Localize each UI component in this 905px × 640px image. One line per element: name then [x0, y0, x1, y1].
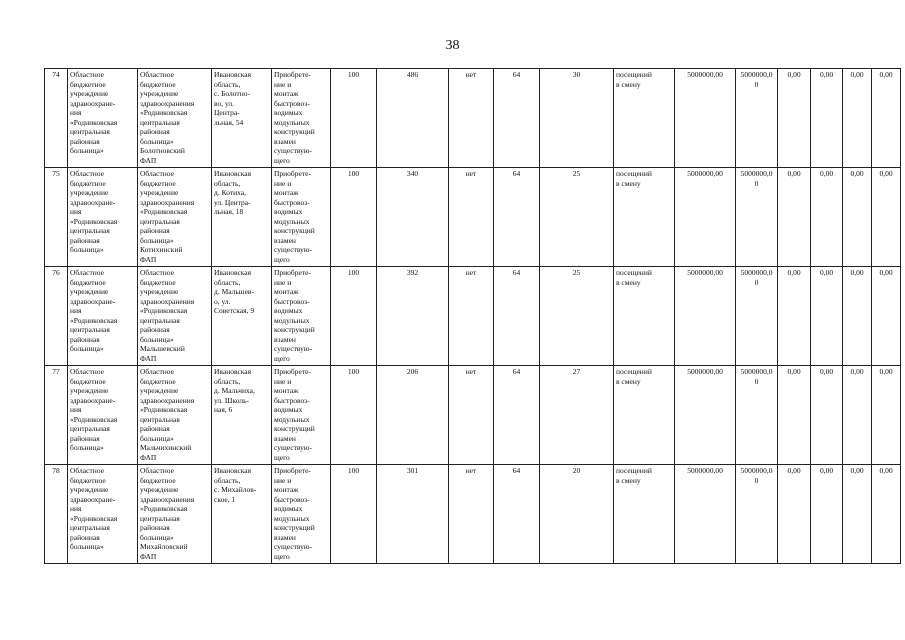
- value-cell: нет: [449, 366, 494, 465]
- amount-cell: 5000000,00: [675, 267, 736, 366]
- amount-cell: 0,00: [811, 366, 843, 465]
- amount-cell: 0,00: [872, 366, 901, 465]
- amount-cell: 0,00: [811, 465, 843, 564]
- amount-cell: 5000000,00: [675, 366, 736, 465]
- amount-cell: 0,00: [778, 465, 811, 564]
- row-number: 77: [45, 366, 68, 465]
- amount-cell: 0,00: [843, 366, 872, 465]
- work-type-cell: Приобрете- ние и монтаж быстровоз- водимых модульных конструкций взамен существую- щего: [272, 69, 331, 168]
- amount-cell: 0,00: [811, 69, 843, 168]
- table-body: [45, 69, 901, 564]
- value-cell: 64: [494, 267, 540, 366]
- amount-cell: 0,00: [778, 168, 811, 267]
- amount-cell: 5000000,0 0: [736, 465, 778, 564]
- institution-cell: Областное бюджетное учреждение здравоохране- ния «Родниковская центральная районная больница»: [68, 465, 138, 564]
- value-cell: 206: [377, 366, 449, 465]
- address-cell: Ивановская область, д. Мальшев- о, ул. Советская, 9: [212, 267, 272, 366]
- value-cell: 100: [331, 366, 377, 465]
- row-number: 78: [45, 465, 68, 564]
- value-cell: 301: [377, 465, 449, 564]
- institution-cell: Областное бюджетное учреждение здравоохране- ния «Родниковская центральная районная больница»: [68, 168, 138, 267]
- program-table: [44, 68, 901, 564]
- page-number: 38: [445, 38, 460, 53]
- amount-cell: 0,00: [872, 465, 901, 564]
- value-cell: 486: [377, 69, 449, 168]
- value-cell: нет: [449, 168, 494, 267]
- institution-cell: Областное бюджетное учреждение здравоохране- ния «Родниковская центральная районная больница»: [68, 267, 138, 366]
- value-cell: 100: [331, 267, 377, 366]
- facility-cell: Областное бюджетное учреждение здравоохранения «Родниковская центральная районная больница» Мальчихинский ФАП: [138, 366, 212, 465]
- amount-cell: 5000000,00: [675, 168, 736, 267]
- amount-cell: 0,00: [811, 168, 843, 267]
- work-type-cell: Приобрете- ние и монтаж быстровоз- водимых модульных конструкций взамен существую- щего: [272, 366, 331, 465]
- work-type-cell: Приобрете- ние и монтаж быстровоз- водимых модульных конструкций взамен существую- щего: [272, 267, 331, 366]
- table-row: [45, 465, 901, 564]
- amount-cell: 5000000,0 0: [736, 69, 778, 168]
- value-cell: нет: [449, 267, 494, 366]
- value-cell: 25: [540, 267, 614, 366]
- value-cell: 392: [377, 267, 449, 366]
- unit-cell: посещений в смену: [614, 69, 675, 168]
- table-row: [45, 168, 901, 267]
- value-cell: нет: [449, 465, 494, 564]
- facility-cell: Областное бюджетное учреждение здравоохранения «Родниковская центральная районная больница» Котихинский ФАП: [138, 168, 212, 267]
- unit-cell: посещений в смену: [614, 366, 675, 465]
- value-cell: 20: [540, 465, 614, 564]
- amount-cell: 0,00: [778, 366, 811, 465]
- unit-cell: посещений в смену: [614, 267, 675, 366]
- amount-cell: 5000000,0 0: [736, 366, 778, 465]
- amount-cell: 5000000,00: [675, 69, 736, 168]
- amount-cell: 5000000,0 0: [736, 267, 778, 366]
- facility-cell: Областное бюджетное учреждение здравоохранения «Родниковская центральная районная больница» Болотновский ФАП: [138, 69, 212, 168]
- value-cell: 100: [331, 465, 377, 564]
- address-cell: Ивановская область, с. Михайлов- ское, 1: [212, 465, 272, 564]
- amount-cell: 0,00: [872, 168, 901, 267]
- amount-cell: 0,00: [843, 168, 872, 267]
- amount-cell: 5000000,00: [675, 465, 736, 564]
- work-type-cell: Приобрете- ние и монтаж быстровоз- водимых модульных конструкций взамен существую- щего: [272, 465, 331, 564]
- value-cell: 340: [377, 168, 449, 267]
- amount-cell: 0,00: [811, 267, 843, 366]
- amount-cell: 0,00: [843, 267, 872, 366]
- table-row: [45, 366, 901, 465]
- facility-cell: Областное бюджетное учреждение здравоохранения «Родниковская центральная районная больница» Михайловский ФАП: [138, 465, 212, 564]
- value-cell: 27: [540, 366, 614, 465]
- value-cell: 64: [494, 69, 540, 168]
- institution-cell: Областное бюджетное учреждение здравоохране- ния «Родниковская центральная районная больница»: [68, 69, 138, 168]
- value-cell: 64: [494, 366, 540, 465]
- address-cell: Ивановская область, с. Болотно- во, ул. Центра- льная, 54: [212, 69, 272, 168]
- address-cell: Ивановская область, д. Котиха, ул. Центра- льная, 18: [212, 168, 272, 267]
- value-cell: 25: [540, 168, 614, 267]
- amount-cell: 0,00: [778, 267, 811, 366]
- row-number: 75: [45, 168, 68, 267]
- work-type-cell: Приобрете- ние и монтаж быстровоз- водимых модульных конструкций взамен существую- щего: [272, 168, 331, 267]
- amount-cell: 0,00: [843, 465, 872, 564]
- row-number: 76: [45, 267, 68, 366]
- amount-cell: 5000000,0 0: [736, 168, 778, 267]
- table-row: [45, 267, 901, 366]
- value-cell: 64: [494, 465, 540, 564]
- amount-cell: 0,00: [778, 69, 811, 168]
- row-number: 74: [45, 69, 68, 168]
- facility-cell: Областное бюджетное учреждение здравоохранения «Родниковская центральная районная больница» Мальшевский ФАП: [138, 267, 212, 366]
- value-cell: 100: [331, 168, 377, 267]
- unit-cell: посещений в смену: [614, 168, 675, 267]
- amount-cell: 0,00: [872, 267, 901, 366]
- table-row: [45, 69, 901, 168]
- address-cell: Ивановская область, д. Мальчиха, ул. Школь- ная, 6: [212, 366, 272, 465]
- value-cell: нет: [449, 69, 494, 168]
- value-cell: 64: [494, 168, 540, 267]
- institution-cell: Областное бюджетное учреждение здравоохране- ния «Родниковская центральная районная больница»: [68, 366, 138, 465]
- value-cell: 30: [540, 69, 614, 168]
- amount-cell: 0,00: [843, 69, 872, 168]
- amount-cell: 0,00: [872, 69, 901, 168]
- unit-cell: посещений в смену: [614, 465, 675, 564]
- value-cell: 100: [331, 69, 377, 168]
